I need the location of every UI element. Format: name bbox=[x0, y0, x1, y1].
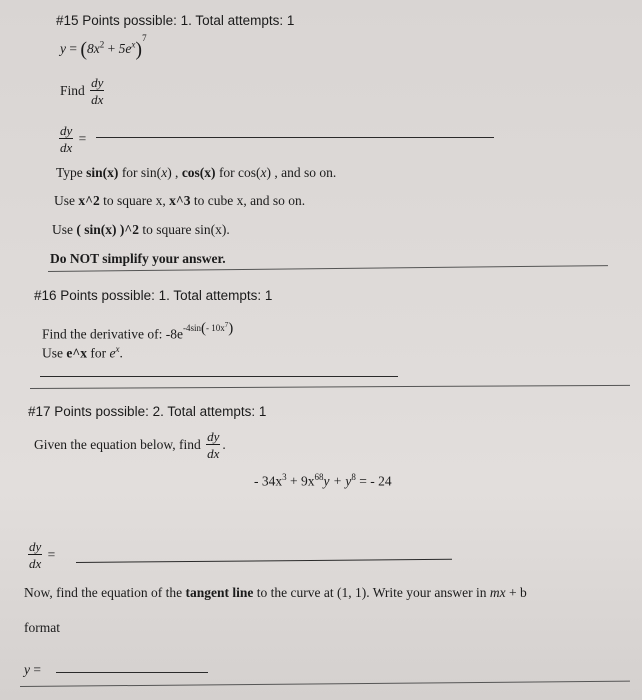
q17-given: Given the equation below, find $\frac{dy}{dx}$ . bbox=[34, 429, 226, 461]
q17-answer-label: $\frac{dy}{dx}$ = bbox=[29, 539, 56, 571]
q17-dydx-answer-blank[interactable] bbox=[76, 559, 452, 563]
q16-hint: Use e^x for $e^x$. bbox=[42, 344, 123, 361]
q16-answer-blank[interactable] bbox=[40, 376, 398, 377]
q15-hint-powers: Use x^2 to square x, x^3 to cube x, and so on. bbox=[54, 193, 306, 208]
q17-header: #17 Points possible: 2. Total attempts: 1 bbox=[28, 404, 267, 419]
q15-hint-sin-square: Use ( sin(x) )^2 to square sin(x). bbox=[52, 222, 230, 237]
separator-bottom bbox=[20, 681, 630, 687]
q17-equation: - $34x^3 + 9x^{68}y + y^8$ = - 24 bbox=[254, 472, 392, 489]
q15-dydx-fraction: $\frac{dy}{dx}$ bbox=[91, 75, 104, 107]
q15-hint-trig: Type sin(x) for sin(x) , cos(x) for cos(x) , and so on. bbox=[56, 165, 337, 180]
q17-tangent-format: format bbox=[24, 620, 60, 635]
q15-answer-label: $\frac{dy}{dx}$ = bbox=[60, 123, 87, 155]
q15-answer-blank[interactable] bbox=[96, 137, 494, 138]
q16-prompt: Find the derivative of: $-8e^{-4sin(- 10x^7)}$ bbox=[42, 320, 234, 342]
q16-header: #16 Points possible: 1. Total attempts: 1 bbox=[34, 288, 273, 303]
q17-tangent-answer-blank[interactable] bbox=[56, 672, 208, 673]
q15-equation: $y = (8x^2 + 5e^x)^7$ bbox=[60, 33, 147, 61]
q15-hint-no-simplify: Do NOT simplify your answer. bbox=[50, 251, 226, 266]
q17-dydx-fraction: $\frac{dy}{dx}$ bbox=[207, 429, 220, 461]
q15-header: #15 Points possible: 1. Total attempts: 1 bbox=[56, 13, 295, 28]
q15-find: Find $\frac{dy}{dx}$ bbox=[60, 75, 104, 107]
q17-y-label: y = bbox=[24, 662, 41, 677]
separator-16-17 bbox=[30, 385, 630, 389]
q17-tangent-prompt: Now, find the equation of the tangent line to the curve at (1, 1). Write your answer in mx + b bbox=[24, 585, 527, 600]
